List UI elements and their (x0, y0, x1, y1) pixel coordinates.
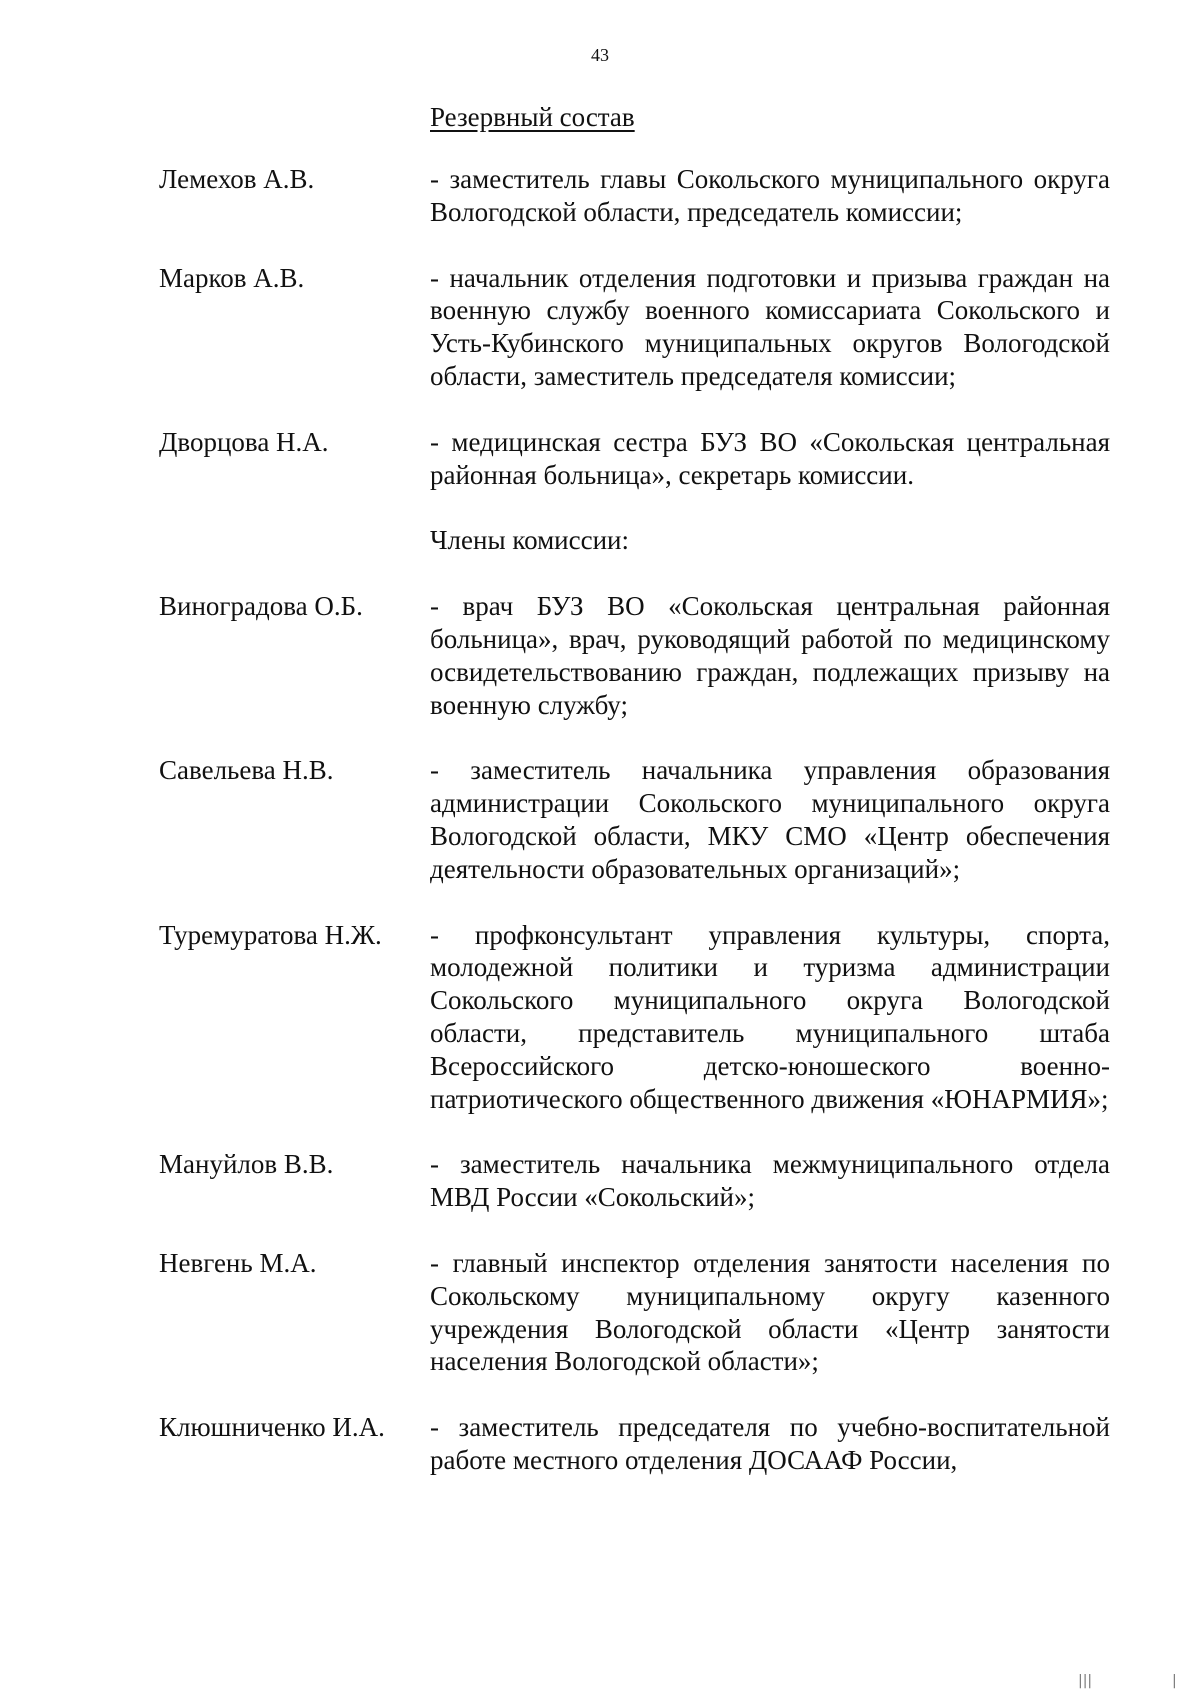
scan-artifact-mark: ||| (1078, 1673, 1093, 1689)
commission-member (0, 590, 1200, 721)
entry-description: - главный инспектор отделения занятости населения по Сокольскому муниципальному округу казенного учреждения Вологодской области «Центр занятости населения Вологодской области»; (430, 1247, 1110, 1377)
entry-description: - профконсультант управления культуры, спорта, молодежной политики и туризма администрации Сокольского муниципального округа Вологодской области, представитель муниципального штаба Всероссийского детско-юношеского военно-патриотического общественного движения «ЮНАРМИЯ»; (430, 919, 1110, 1114)
commission-member (0, 754, 1200, 885)
members-heading: Члены комиссии: (430, 525, 629, 556)
entry-description: - заместитель начальника межмуниципального отдела МВД России «Сокольский»; (430, 1149, 1110, 1213)
entry-name: Мануйлов В.В. (159, 1149, 334, 1180)
entry-name: Дворцова Н.А. (159, 426, 329, 457)
entry-description: - заместитель председателя по учебно-воспитательной работе местного отделения ДОСААФ России, (430, 1412, 1110, 1475)
entry-name: Невгень М.А. (159, 1247, 317, 1278)
commission-entry-secretary (0, 426, 1200, 492)
commission-entry-chairman (0, 163, 1200, 229)
commission-member (0, 1148, 1200, 1214)
scan-artifact-mark: | (1172, 1673, 1177, 1689)
entry-name: Туремуратова Н.Ж. (159, 919, 382, 950)
commission-member (0, 919, 1200, 1116)
page-number: 43 (591, 45, 609, 65)
entry-name: Виноградова О.Б. (159, 591, 363, 622)
entry-name: Лемехов А.В. (159, 164, 315, 194)
commission-member (0, 1247, 1200, 1378)
entry-description: - начальник отделения подготовки и призыва граждан на военную службу военного комиссариата Сокольского и Усть-Кубинского муниципальных округов Вологодской области, заместитель председателя комиссии; (430, 262, 1110, 391)
entry-name: Клюшниченко И.А. (159, 1412, 385, 1443)
section-title: Резервный состав (430, 102, 635, 132)
entry-name: Марков А.В. (159, 262, 305, 293)
commission-member (0, 1411, 1200, 1477)
entry-description: - медицинская сестра БУЗ ВО «Сокольская центральная районная больница», секретарь комиссии. (430, 426, 1110, 490)
commission-entry-deputy-chairman (0, 262, 1200, 393)
entry-name: Савельева Н.В. (159, 755, 334, 786)
entry-description: - врач БУЗ ВО «Сокольская центральная районная больница», врач, руководящий работой по медицинскому освидетельствованию граждан, подлежащих призыву на военную службу; (430, 591, 1110, 720)
entry-description: - заместитель главы Сокольского муниципального округа Вологодской области, председатель комиссии; (430, 164, 1110, 227)
commission-list (0, 163, 1200, 1510)
entry-description: - заместитель начальника управления образования администрации Сокольского муниципального округа Вологодской области, МКУ СМО «Центр обеспечения деятельности образовательных организаций»; (430, 755, 1110, 884)
